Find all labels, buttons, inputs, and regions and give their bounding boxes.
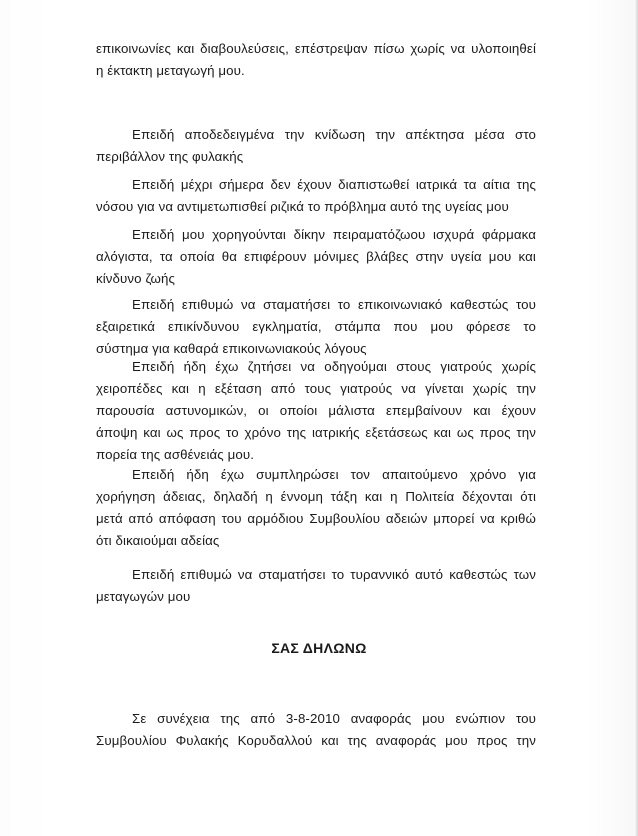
paragraph-1 [96,38,536,82]
paragraph-4 [96,224,536,290]
paragraph-7-line-3: μετά από απόφαση του αρμόδιου Συμβουλίου αδειών μπορεί να κριθώ [96,511,536,526]
paragraph-7-line-4: ότι δικαιούμαι αδείας [96,533,220,548]
paragraph-8-line-2: μεταγωγών μου [96,589,191,604]
paragraph-4-line-3: κίνδυνο ζωής [96,271,176,286]
declaration-heading: ΣΑΣ ΔΗΛΩΝΩ [271,640,367,656]
paragraph-2-line-2: περιβάλλον της φυλακής [96,149,244,164]
page-edge-shadow [634,0,638,836]
paragraph-6-line-5: πορεία της ασθένειάς μου. [96,447,255,462]
paragraph-5 [96,294,536,360]
paragraph-5-line-2: εξαιρετικά επικίνδυνου εγκληματία, στάμπα που μου φόρεσε το [96,319,536,334]
closing-line-2: Συμβουλίου Φυλακής Κορυδαλλού και της αναφοράς μου προς την [96,733,536,748]
paragraph-3-line-1: Επειδή μέχρι σήμερα δεν έχουν διαπιστωθεί ιατρικά τα αίτια της [132,177,536,192]
paragraph-4-line-2: αλόγιστα, τα οποία θα επιφέρουν μόνιμες βλάβες στην υγεία μου και [96,249,536,264]
paragraph-7-line-1: Επειδή ήδη έχω συμπληρώσει τον απαιτούμενο χρόνο για [132,467,536,482]
paragraph-7-line-2: χορήγηση άδειας, δηλαδή η έννομη τάξη και η Πολιτεία δέχονται ότι [96,489,536,504]
paragraph-5-line-1: Επειδή επιθυμώ να σταματήσει το επικοινωνιακό καθεστώς του [132,297,536,312]
paragraph-6-line-3: παρουσία αστυνομικών, οι οποίοι μάλιστα επεμβαίνουν και έχουν [96,403,536,418]
paragraph-1-line-1: επικοινωνίες και διαβουλεύσεις, επέστρεψαν πίσω χωρίς να υλοποιηθεί [96,41,536,56]
paragraph-3 [96,174,536,218]
paragraph-6 [96,356,536,466]
closing-line-1: Σε συνέχεια της από 3-8-2010 αναφοράς μου ενώπιον του [132,711,536,726]
paragraph-2-line-1: Επειδή αποδεδειγμένα την κνίδωση την απέκτησα μέσα στο [132,127,536,142]
paragraph-7 [96,464,536,552]
paragraph-1-line-2: η έκτακτη μεταγωγή μου. [96,63,245,78]
paragraph-6-line-4: άποψη και ως προς το χρόνο της ιατρικής εξετάσεως και ως προς την [96,425,536,440]
paragraph-8 [96,564,536,608]
paragraph-6-line-2: χειροπέδες και η εξέταση από τους γιατρούς να γίνεται χωρίς την [96,381,536,396]
paragraph-5-line-3: σύστημα για καθαρά επικοινωνιακούς λόγους [96,341,367,356]
paragraph-8-line-1: Επειδή επιθυμώ να σταματήσει το τυραννικό αυτό καθεστώς των [132,567,536,582]
paragraph-3-line-2: νόσου για να αντιμετωπισθεί ριζικά το πρόβλημα αυτό της υγείας μου [96,199,509,214]
paragraph-2 [96,124,536,168]
paragraph-4-line-1: Επειδή μου χορηγούνται δίκην πειραματόζωου ισχυρά φάρμακα [132,227,536,242]
paragraph-6-line-1: Επειδή ήδη έχω ζητήσει να οδηγούμαι στους γιατρούς χωρίς [132,359,536,374]
closing-paragraph [96,708,536,752]
